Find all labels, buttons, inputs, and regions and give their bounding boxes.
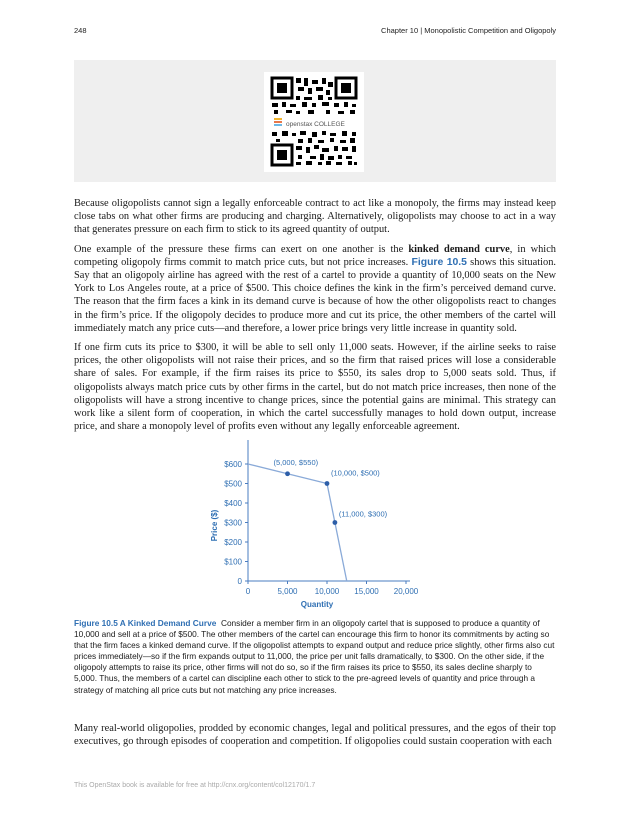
data-point [285,471,290,476]
y-tick-label: $600 [224,460,242,469]
y-tick-label: $400 [224,499,242,508]
closing-paragraph [74,722,556,754]
body-text [74,197,556,439]
y-tick-label: $100 [224,557,242,567]
caption-text: Consider a member firm in an oligopoly cartel that is supposed to produce a quantity of 10,000 and sell at a price of $500. The other members of the cartel can encourage this firm to honor its commitments by acting so that the firm faces a kinked demand curve. If the oligopolist attempts to expand output and reduce price slightly, other firms also cut prices immediately—so if the firm expands output to 11,000, the price per unit falls dramatically, to $300. On the other side, if the oligopoly attempts to raise its price, other firms will not do so, so if the firm raises its price to $550, its sales decline sharply to 5,000. Thus, the members of a cartel can discipline each other to stick to the pre-agreed levels of quantity and price through a strategy of matching all price cuts but not matching any price increases. [74,618,555,695]
paragraph-1: Because oligopolists cannot sign a legally enforceable contract to act like a monopoly, the firms may instead keep close tabs on what other firms are producing and charging. Alternatively, oligopolists may choose to act in a way that generates pressure on each firm to stick to its agreed quantity of output. [74,198,556,236]
paragraph-2-text-c: shows this situation. Say that an oligopoly airline has agreed with the rest of a cartel to provide a quantity of 10,000 seats on the New York to Los Angeles route, at a price of $500. This choice defines the kink in the firm’s perceived demand curve. The reason that the firm faces a kink in its demand curve is because of how the other oligopolists react to changes in the firm’s price. If the oligopoly decides to produce more and cut its price, the other members of the cartel will immediately match any price cuts—and therefore, a lower price brings very little increase in quantity sold. [74,256,556,334]
paragraph-3: If one firm cuts its price to $300, it will be able to sell only 11,000 seats. However, if the airline seeks to raise prices, the other oligopolists will not raise their prices, and so the firm that raised prices will lose a considerable share of sales. For example, if the firm raises its price to $550, its sales drop to 5,000 seats sold. Thus, if oligopolists always match price cuts by other firms in the cartel, but do not match price increases, then none of the oligopolists will have a strong incentive to change prices, since the potential gains are minimal. This strategy can work like a silent form of cooperation, in which the cartel successfully manages to hold down output, increase price, and share a monopoly level of profits even without any legally enforceable agreement. [74,342,556,433]
x-tick-label: 10,000 [314,587,340,596]
kinked-demand-chart [200,435,430,615]
kinked-demand-curve-term: kinked demand curve [408,243,510,255]
y-axis-ticks [224,460,248,586]
x-tick-label: 5,000 [277,587,298,596]
openstax-logo-text: openstax COLLEGE [286,121,345,128]
paragraph-2-text-a: One example of the pressure these firms can exert on one another is the [74,243,409,255]
figure-caption [74,618,556,696]
y-axis-label: Price ($) [210,509,219,542]
y-tick-label: $300 [224,518,242,528]
x-tick-label: 20,000 [393,587,419,596]
y-tick-label: $200 [224,538,242,547]
qr-code-icon [264,72,364,172]
caption-title: Figure 10.5 A Kinked Demand Curve [74,618,217,628]
data-point [325,481,330,486]
data-point-label: (5,000, $550) [273,457,319,467]
figure-10-5-link[interactable]: Figure 10.5 [411,256,467,268]
data-point-label: (11,000, $300) [338,509,388,519]
paragraph-2-text-b: , in which competing oligopoly firms commit to match price cuts, but not price increases. [74,243,556,268]
x-axis-ticks [246,581,419,596]
y-tick-label: $500 [224,479,242,489]
footer-note: This OpenStax book is available for free at http://cnx.org/content/col12170/1.7 [74,782,316,789]
paragraph-4: Many real-world oligopolies, prodded by economic changes, legal and political pressures, and the egos of their top executives, go through episodes of cooperation and competition. If oligopolies could sustain cooperation with each [74,723,556,748]
page-number: 248 [74,26,87,35]
x-tick-label: 0 [245,587,251,596]
data-point [333,520,338,525]
y-tick-label: 0 [237,577,242,586]
data-points [274,458,388,525]
chapter-header: Chapter 10 | Monopolistic Competition and Oligopoly [381,26,556,35]
data-point-label: (10,000, $500) [331,468,380,478]
x-axis-label: Quantity [300,600,334,609]
qr-code-panel [74,60,556,182]
paragraph-2 [74,243,556,335]
qr-code[interactable] [264,72,364,172]
demand-curve-line [248,464,347,581]
x-tick-label: 15,000 [354,587,379,596]
